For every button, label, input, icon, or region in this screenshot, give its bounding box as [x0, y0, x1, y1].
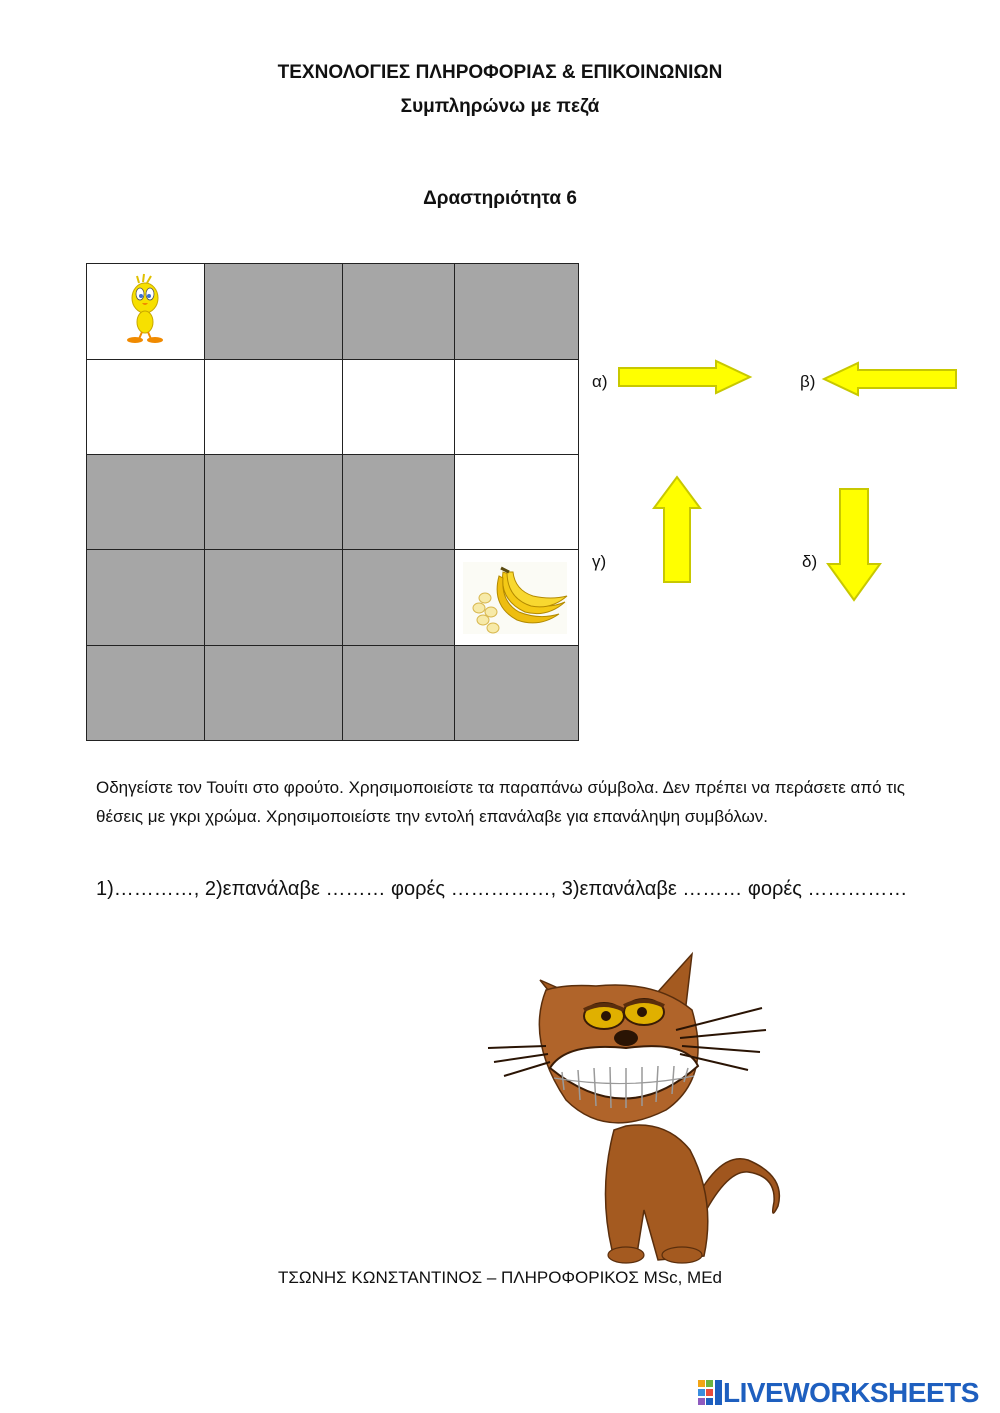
brand-name: LIVEWORKSHEETS: [723, 1377, 979, 1408]
grid-cell: [87, 455, 205, 550]
banana-icon: [455, 550, 578, 645]
grid-cell: [205, 360, 343, 455]
grid-cell: [343, 360, 455, 455]
activity-title: Δραστηριότητα 6: [423, 188, 577, 209]
grid-cell: [87, 360, 205, 455]
grid-cell: [343, 550, 455, 646]
grid-cell: [455, 360, 579, 455]
worksheet-subject: ΤΕΧΝΟΛΟΓΙΕΣ ΠΛΗΡΟΦΟΡΙΑΣ & ΕΠΙΚΟΙΝΩΝΙΩΝ: [277, 62, 723, 83]
grid-cell: [205, 646, 343, 741]
grid-cell: [205, 264, 343, 360]
worksheet-subtitle: Συμπληρώνω με πεζά: [400, 96, 600, 117]
arrow-down-icon: [824, 486, 884, 604]
symbol-label-b: β): [800, 372, 816, 391]
tweety-bird-icon: [87, 264, 204, 359]
grid-cell: [455, 646, 579, 741]
grid-cell-goal: [455, 550, 579, 646]
grid-cell: [87, 550, 205, 646]
grinning-cat-icon: [486, 950, 786, 1270]
arrow-up-icon: [650, 474, 704, 586]
grid-cell: [205, 550, 343, 646]
grid-cell: [343, 264, 455, 360]
answer-line: 1)…………, 2)επανάλαβε ……… φορές ……………, 3)επανάλαβε ……… φορές ……………: [96, 878, 908, 900]
liveworksheets-logo-icon: [697, 1379, 723, 1407]
grid-cell: [455, 264, 579, 360]
grid-cell: [343, 646, 455, 741]
arrow-left-icon: [820, 360, 960, 398]
grid-cell-start: [87, 264, 205, 360]
grid-cell: [455, 455, 579, 550]
liveworksheets-logo: [697, 1378, 979, 1408]
arrow-right-icon: [616, 358, 756, 396]
grid-cell: [87, 646, 205, 741]
maze-grid: [86, 263, 579, 741]
symbol-label-a: α): [592, 372, 608, 391]
symbol-label-c: γ): [592, 552, 607, 571]
instructions-text: Οδηγείστε τον Τουίτι στο φρούτο. Χρησιμοποιείστε τα παραπάνω σύμβολα. Δεν πρέπει να περάσετε από τις θέσεις με γκρι χρώμα. Χρησιμοποιείστε την εντολή επανάλαβε για επανάληψη συμβόλων.: [96, 778, 905, 826]
grid-cell: [343, 455, 455, 550]
author-credit: ΤΣΩΝΗΣ ΚΩΝΣΤΑΝΤΙΝΟΣ – ΠΛΗΡΟΦΟΡΙΚΟΣ MSc, MEd: [278, 1268, 722, 1287]
symbol-label-d: δ): [802, 552, 818, 571]
grid-cell: [205, 455, 343, 550]
